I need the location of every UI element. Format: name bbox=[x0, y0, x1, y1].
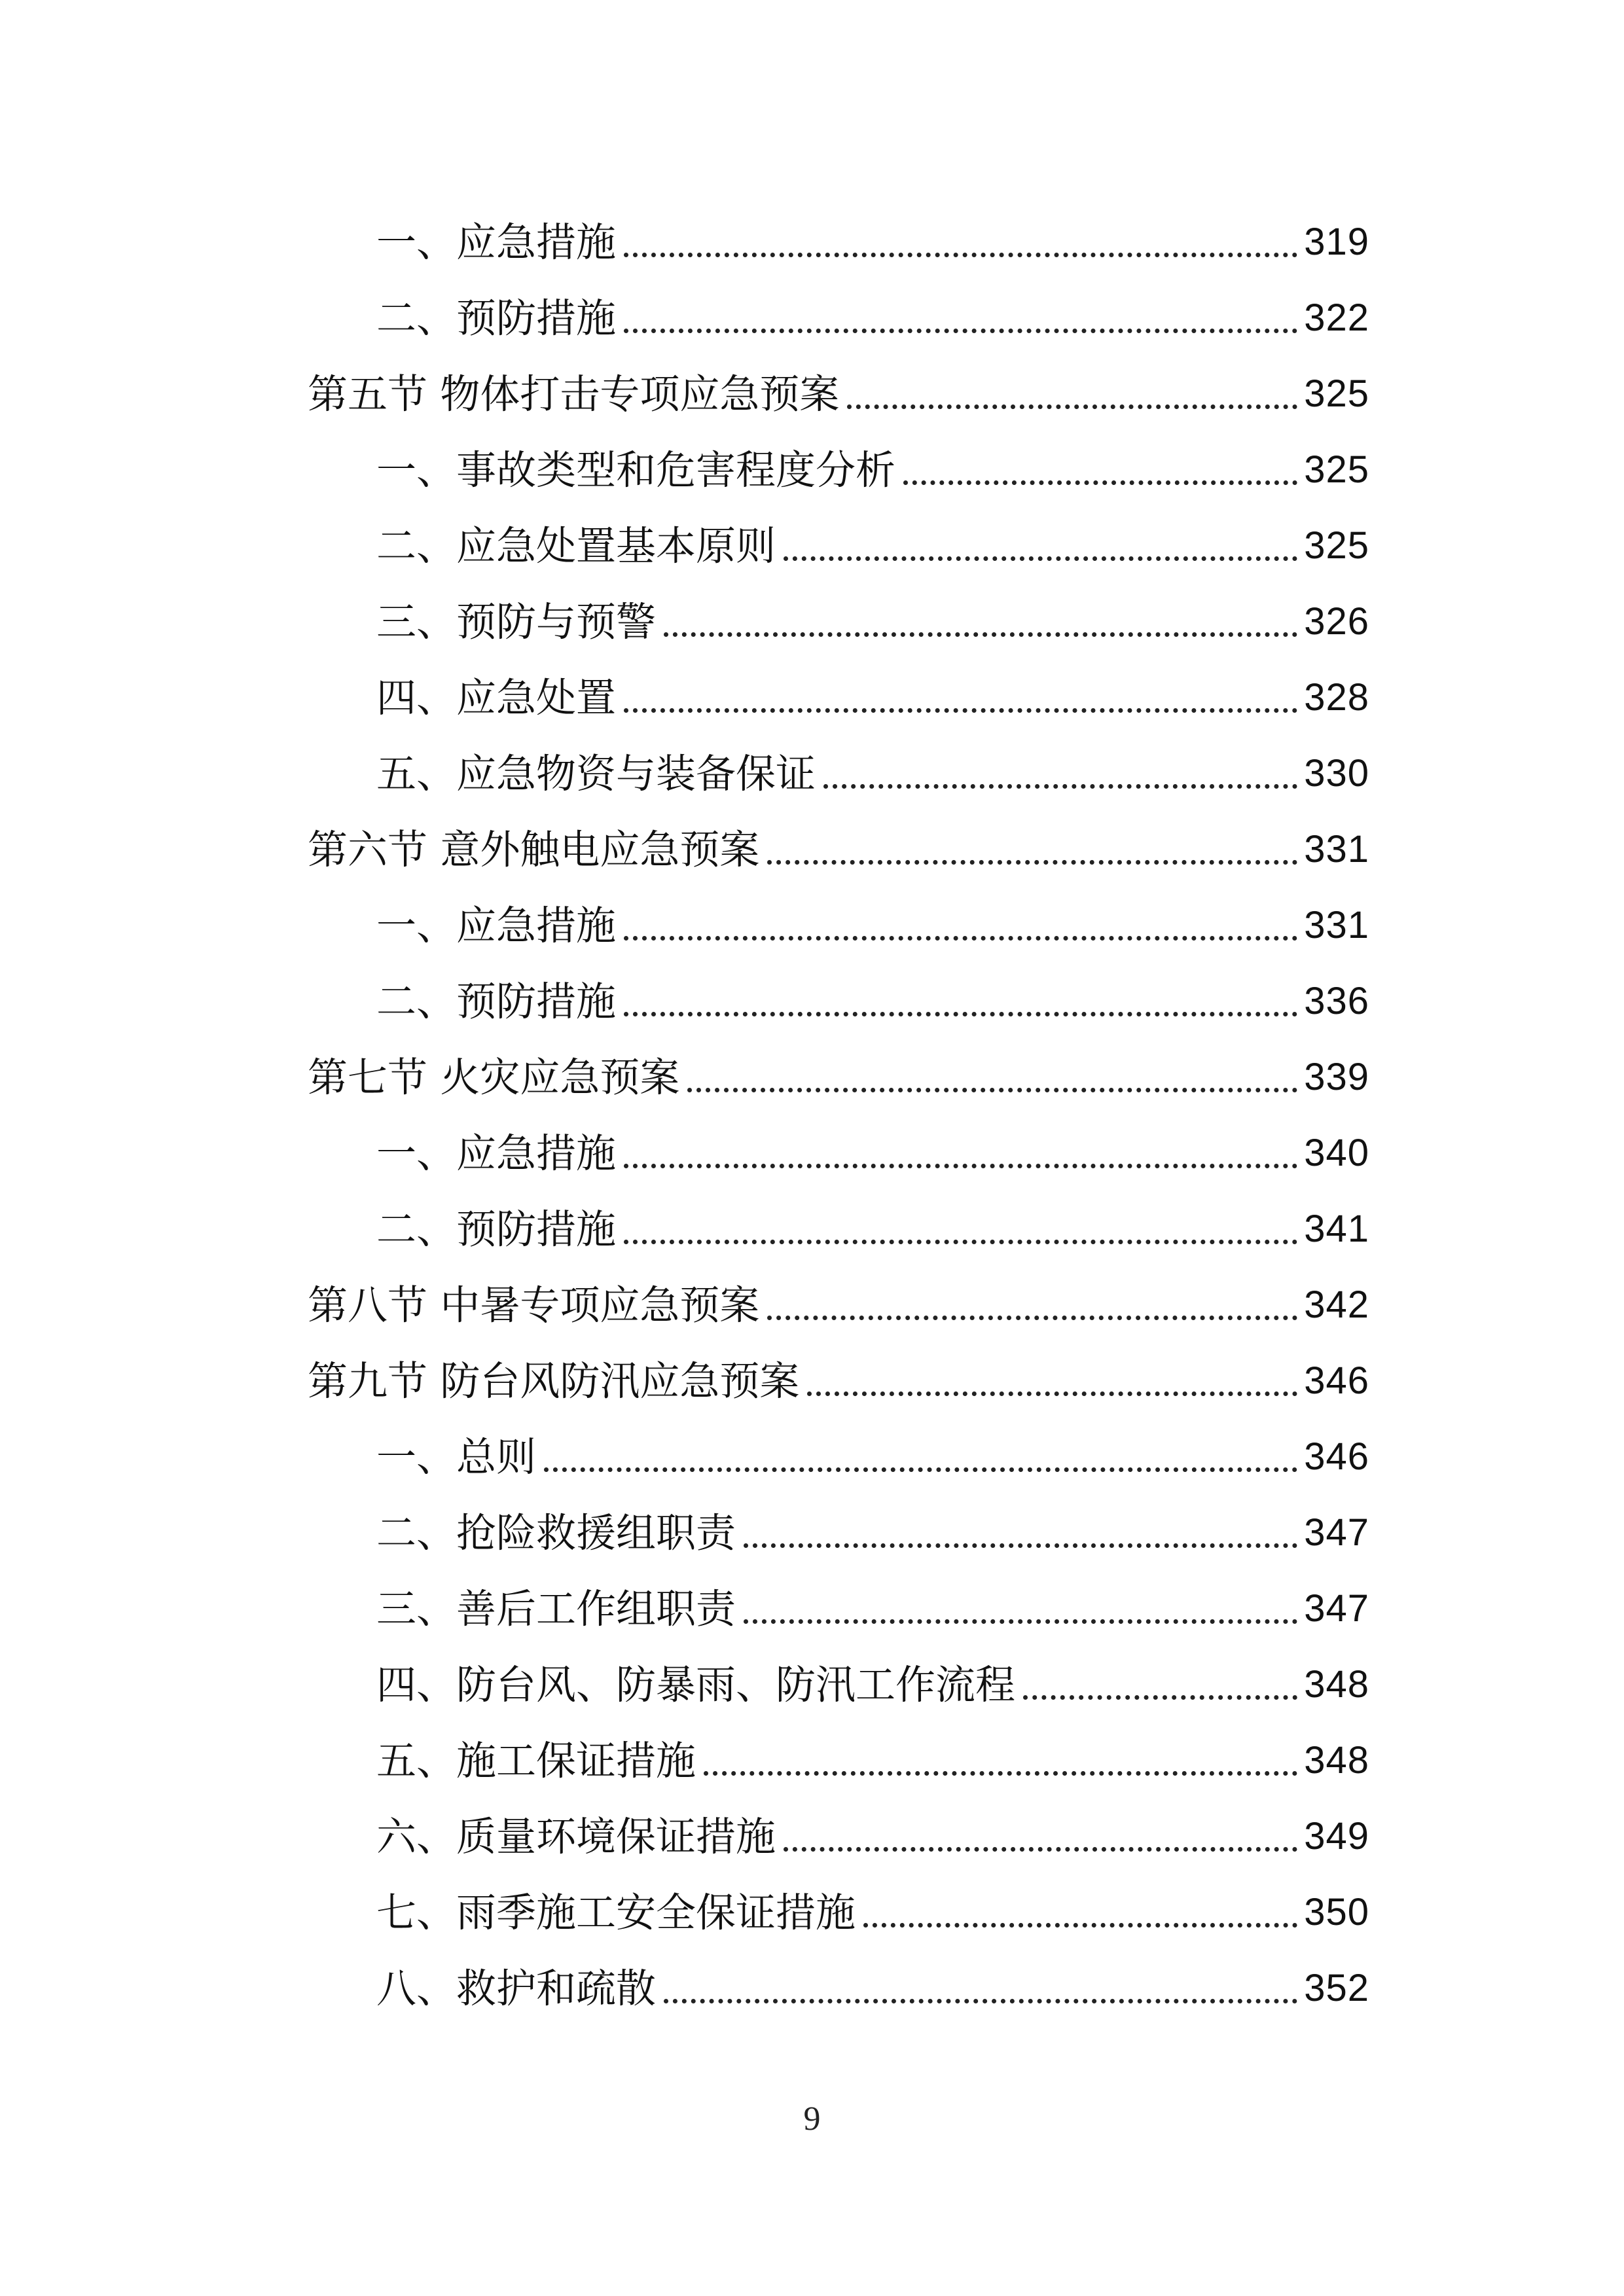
toc-entry-title: 二、预防措施 bbox=[376, 1206, 617, 1253]
toc-dot-leader bbox=[664, 632, 1297, 637]
toc-entry-title: 四、防台风、防暴雨、防汛工作流程 bbox=[376, 1661, 1016, 1708]
toc-entry-title: 一、事故类型和危害程度分析 bbox=[376, 446, 896, 493]
toc-subsection-entry bbox=[308, 888, 1369, 963]
toc-subsection-entry bbox=[308, 963, 1369, 1039]
toc-entry-title: 五、应急物资与装备保证 bbox=[376, 750, 816, 797]
toc-subsection-entry bbox=[308, 508, 1369, 584]
toc-dot-leader bbox=[664, 1999, 1297, 2003]
toc-dot-leader bbox=[767, 1316, 1297, 1320]
toc-entry-page: 347 bbox=[1304, 1587, 1369, 1630]
toc-entry-page: 349 bbox=[1304, 1815, 1369, 1857]
toc-entry-page: 325 bbox=[1304, 524, 1369, 567]
toc-entry-title: 二、预防措施 bbox=[376, 295, 617, 342]
toc-entry-title: 第七节 火灾应急预案 bbox=[308, 1054, 680, 1101]
toc-entry-title: 二、抢险救援组职责 bbox=[376, 1509, 736, 1556]
toc-entry-page: 319 bbox=[1304, 221, 1369, 263]
toc-subsection-entry bbox=[308, 280, 1369, 356]
toc-entry-page: 348 bbox=[1304, 1739, 1369, 1782]
toc-entry-title: 二、预防措施 bbox=[376, 978, 617, 1025]
toc-entry-title: 三、善后工作组职责 bbox=[376, 1585, 736, 1632]
toc-subsection-entry bbox=[308, 204, 1369, 280]
toc-entry-title: 一、应急措施 bbox=[376, 219, 617, 266]
toc-entry-page: 347 bbox=[1304, 1511, 1369, 1554]
toc-dot-leader bbox=[744, 1619, 1297, 1624]
toc-dot-leader bbox=[624, 1012, 1297, 1016]
toc-entry-page: 352 bbox=[1304, 1967, 1369, 2009]
toc-entry-title: 第九节 防台风防汛应急预案 bbox=[308, 1357, 800, 1405]
toc-dot-leader bbox=[1023, 1695, 1297, 1700]
toc-entry-title: 第五节 物体打击专项应急预案 bbox=[308, 370, 840, 418]
toc-entry-page: 331 bbox=[1304, 828, 1369, 870]
toc-dot-leader bbox=[807, 1391, 1297, 1396]
toc-dot-leader bbox=[784, 556, 1297, 561]
toc-dot-leader bbox=[704, 1771, 1297, 1776]
toc-dot-leader bbox=[624, 1164, 1297, 1168]
toc-subsection-entry bbox=[308, 1115, 1369, 1191]
toc-dot-leader bbox=[624, 708, 1297, 713]
toc-entry-page: 340 bbox=[1304, 1132, 1369, 1174]
toc-entry-page: 330 bbox=[1304, 752, 1369, 795]
toc-entry-title: 第八节 中暑专项应急预案 bbox=[308, 1282, 760, 1329]
toc-entry-title: 三、预防与预警 bbox=[376, 598, 657, 645]
toc-entry-page: 326 bbox=[1304, 600, 1369, 643]
toc-section-entry bbox=[308, 1267, 1369, 1343]
toc-subsection-entry bbox=[308, 1571, 1369, 1647]
toc-subsection-entry bbox=[308, 1419, 1369, 1495]
toc-entry-title: 八、救护和疏散 bbox=[376, 1965, 657, 2012]
toc-section-entry bbox=[308, 1343, 1369, 1419]
toc-entry-title: 五、施工保证措施 bbox=[376, 1737, 696, 1784]
toc-subsection-entry bbox=[308, 1799, 1369, 1874]
toc-entry-title: 一、应急措施 bbox=[376, 902, 617, 949]
toc-subsection-entry bbox=[308, 432, 1369, 508]
toc-entry-page: 331 bbox=[1304, 904, 1369, 946]
toc-entry-title: 四、应急处置 bbox=[376, 674, 617, 721]
toc-entry-page: 348 bbox=[1304, 1663, 1369, 1706]
toc-subsection-entry bbox=[308, 1723, 1369, 1799]
toc-dot-leader bbox=[863, 1923, 1297, 1928]
toc-dot-leader bbox=[823, 784, 1297, 789]
toc-entry-page: 322 bbox=[1304, 296, 1369, 339]
toc-dot-leader bbox=[744, 1543, 1297, 1548]
toc-subsection-entry bbox=[308, 1191, 1369, 1267]
toc-dot-leader bbox=[624, 329, 1297, 333]
toc-entry-page: 350 bbox=[1304, 1891, 1369, 1933]
toc-dot-leader bbox=[784, 1847, 1297, 1852]
toc-entry-title: 二、应急处置基本原则 bbox=[376, 522, 776, 569]
table-of-contents bbox=[308, 204, 1369, 2026]
toc-dot-leader bbox=[624, 1240, 1297, 1244]
toc-subsection-entry bbox=[308, 660, 1369, 736]
toc-dot-leader bbox=[624, 936, 1297, 941]
toc-section-entry bbox=[308, 1039, 1369, 1115]
toc-dot-leader bbox=[903, 480, 1297, 485]
toc-subsection-entry bbox=[308, 1950, 1369, 2026]
toc-section-entry bbox=[308, 812, 1369, 888]
toc-entry-page: 339 bbox=[1304, 1056, 1369, 1098]
toc-subsection-entry bbox=[308, 584, 1369, 660]
toc-entry-page: 336 bbox=[1304, 980, 1369, 1022]
toc-dot-leader bbox=[624, 253, 1297, 257]
toc-entry-page: 325 bbox=[1304, 448, 1369, 491]
toc-entry-title: 七、雨季施工安全保证措施 bbox=[376, 1889, 856, 1936]
toc-dot-leader bbox=[687, 1088, 1297, 1092]
toc-subsection-entry bbox=[308, 1874, 1369, 1950]
toc-entry-page: 341 bbox=[1304, 1208, 1369, 1250]
toc-subsection-entry bbox=[308, 736, 1369, 812]
toc-dot-leader bbox=[847, 404, 1297, 409]
toc-entry-title: 六、质量环境保证措施 bbox=[376, 1813, 776, 1860]
toc-entry-page: 325 bbox=[1304, 372, 1369, 415]
page-number: 9 bbox=[803, 2100, 821, 2138]
toc-subsection-entry bbox=[308, 1647, 1369, 1723]
toc-entry-page: 346 bbox=[1304, 1435, 1369, 1478]
toc-entry-title: 第六节 意外触电应急预案 bbox=[308, 826, 760, 873]
toc-entry-page: 346 bbox=[1304, 1359, 1369, 1402]
toc-subsection-entry bbox=[308, 1495, 1369, 1571]
toc-dot-leader bbox=[544, 1467, 1297, 1472]
toc-dot-leader bbox=[767, 860, 1297, 865]
toc-entry-page: 328 bbox=[1304, 676, 1369, 719]
toc-section-entry bbox=[308, 356, 1369, 432]
toc-entry-page: 342 bbox=[1304, 1283, 1369, 1326]
toc-entry-title: 一、总则 bbox=[376, 1433, 537, 1480]
toc-entry-title: 一、应急措施 bbox=[376, 1130, 617, 1177]
